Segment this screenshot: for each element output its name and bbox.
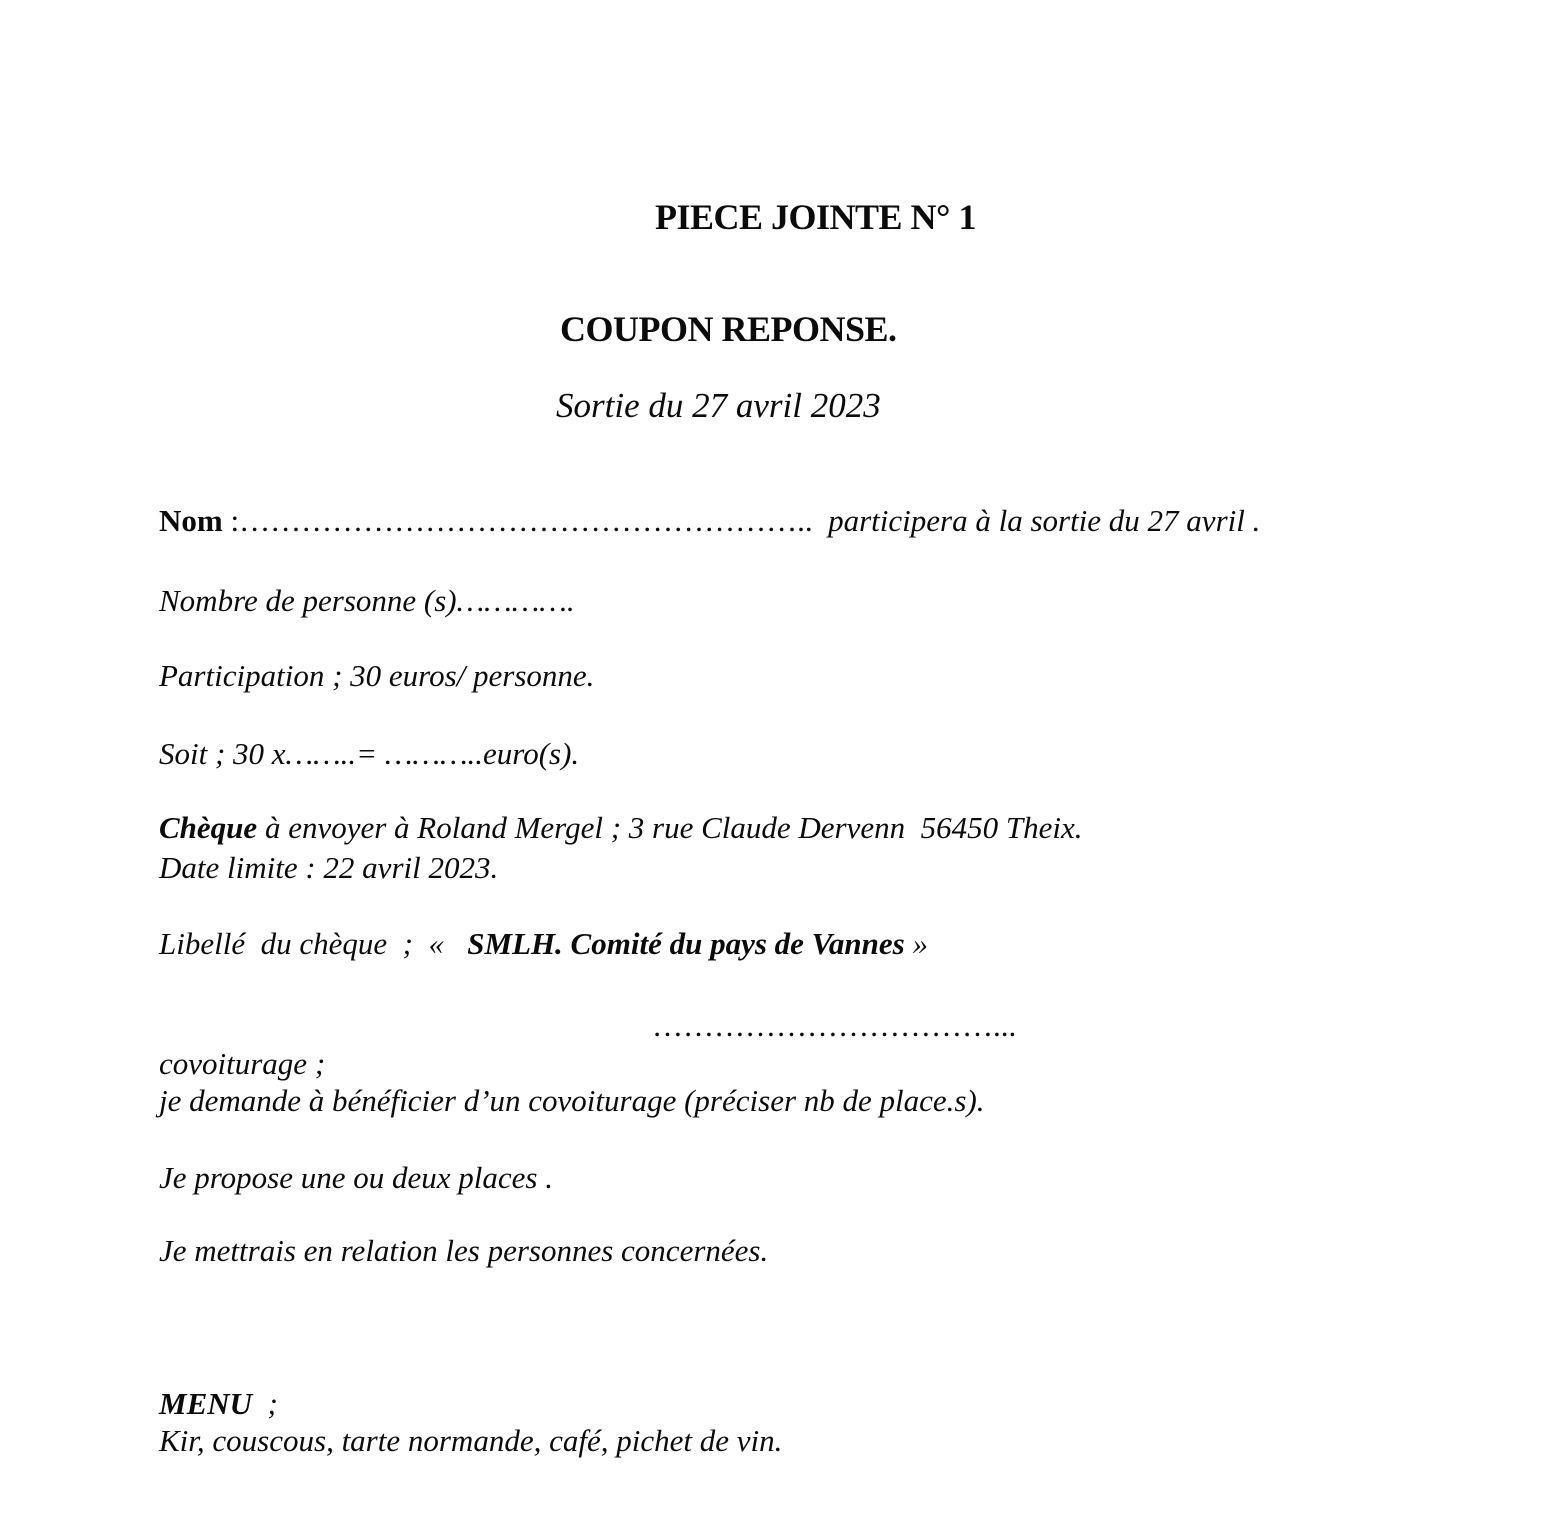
- carpool-offer-line: Je propose une ou deux places .: [159, 1160, 553, 1195]
- payee-name: SMLH. Comité du pays de Vannes: [467, 926, 905, 961]
- name-field-dots: :………………………………………………..: [222, 503, 813, 538]
- menu-heading-line: [159, 1384, 278, 1424]
- name-field-label: Nom: [159, 503, 223, 538]
- attachment-title: PIECE JOINTE N° 1: [655, 197, 976, 237]
- cheque-text: à envoyer à Roland Mergel ; 3 rue Claude Dervenn 56450 Theix.: [257, 810, 1083, 845]
- total-amount-line: Soit ; 30 x……..= ………..euro(s).: [159, 736, 580, 771]
- cheque-line: [159, 808, 1083, 848]
- participation-line: Participation ; 30 euros/ personne.: [159, 658, 595, 693]
- name-field-text: participera à la sortie du 27 avril .: [812, 503, 1261, 538]
- menu-items-line: Kir, couscous, tarte normande, café, pichet de vin.: [159, 1423, 783, 1458]
- carpool-heading-line: covoiturage ;: [159, 1046, 326, 1081]
- payee-line: [159, 924, 928, 964]
- menu-label-suffix: ;: [252, 1386, 278, 1421]
- menu-label: MENU: [159, 1386, 253, 1421]
- carpool-dots-line: ……………………………...: [652, 1008, 1017, 1043]
- name-field-line: [159, 501, 1260, 541]
- payee-suffix: »: [904, 926, 928, 961]
- cheque-label: Chèque: [159, 810, 258, 845]
- people-count-line: Nombre de personne (s)………….: [159, 583, 575, 618]
- payee-prefix: Libellé du chèque ; «: [159, 926, 468, 961]
- event-date-line: Sortie du 27 avril 2023: [556, 386, 881, 425]
- carpool-contact-line: Je mettrais en relation les personnes concernées.: [159, 1233, 769, 1268]
- carpool-request-line: je demande à bénéficier d’un covoiturage (préciser nb de place.s).: [159, 1083, 985, 1118]
- deadline-line: Date limite : 22 avril 2023.: [159, 850, 499, 885]
- coupon-title: COUPON REPONSE.: [560, 309, 897, 349]
